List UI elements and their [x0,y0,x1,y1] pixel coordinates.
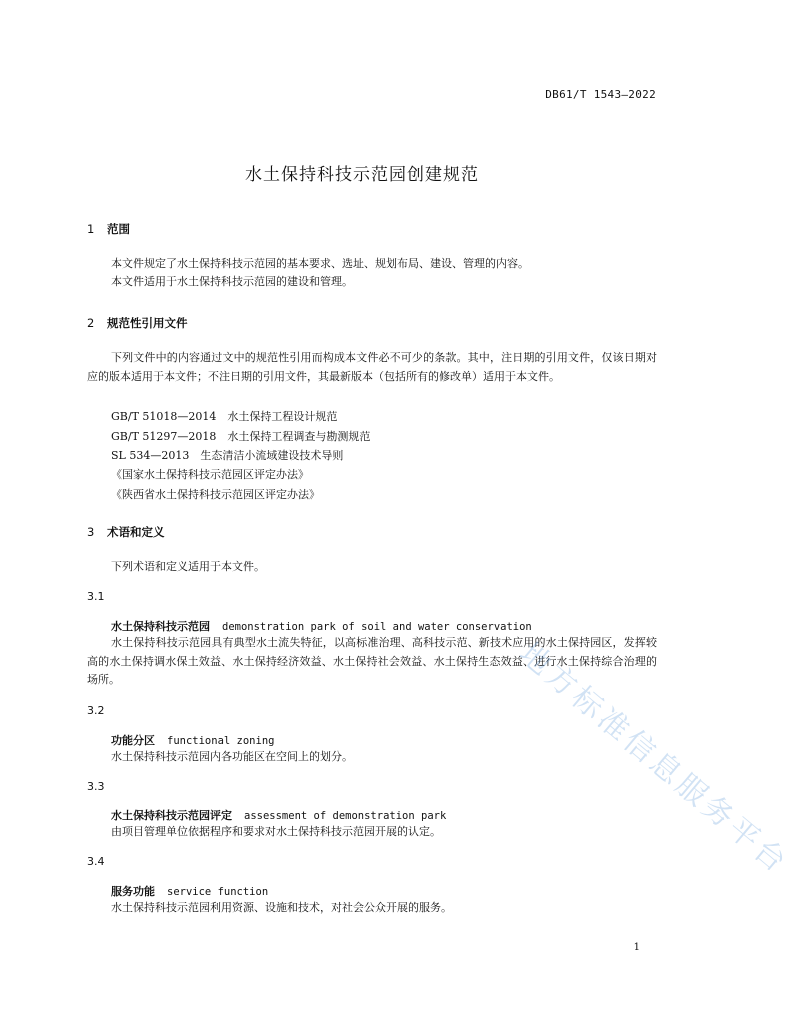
term-chinese: 功能分区 [111,734,155,747]
term-english: demonstration park of soil and water conservation [222,621,532,633]
section-title: 术语和定义 [107,525,165,539]
section-number: 3 [87,525,95,539]
watermark: 地方标准信息服务平台 [512,636,796,882]
section-heading-scope [87,221,130,237]
reference-item: GB/T 51018—2014 水土保持工程设计规范 [111,410,338,423]
page-number: 1 [633,942,640,953]
clause-number: 3.2 [87,704,105,717]
term-definition: 由项目管理单位依据程序和要求对水土保持科技示范园开展的认定。 [111,825,441,838]
term-chinese: 水土保持科技示范园 [111,620,210,633]
reference-item: 《国家水土保持科技示范园区评定办法》 [111,468,309,481]
scope-paragraph-1: 本文件规定了水土保持科技示范园的基本要求、选址、规划布局、建设、管理的内容。 [111,257,529,270]
clause-number: 3.3 [87,780,105,793]
term-heading [111,807,446,823]
term-english: functional zoning [167,735,275,747]
term-chinese: 水土保持科技示范园评定 [111,809,232,822]
term-heading [111,618,532,634]
references-intro: 下列文件中的内容通过文中的规范性引用而构成本文件必不可少的条款。其中，注日期的引用文件，仅该日期对应的版本适用于本文件；不注日期的引用文件，其最新版本（包括所有的修改单）适用于本文件。 [87,351,657,383]
term-definition: 水土保持科技示范园具有典型水土流失特征，以高标准治理、高科技示范、新技术应用的水土保持园区，发挥较高的水土保持调水保土效益、水土保持经济效益、水土保持社会效益、水土保持生态效益、进行水土保持综合治理的场所。 [87,636,657,686]
term-definition: 水土保持科技示范园内各功能区在空间上的划分。 [111,750,353,763]
section-heading-references [87,315,188,331]
section-heading-terms [87,524,165,540]
clause-number: 3.1 [87,590,105,603]
term-english: service function [167,886,269,898]
section-number: 2 [87,316,95,330]
term-heading [111,883,268,899]
term-chinese: 服务功能 [111,885,155,898]
section-number: 1 [87,222,95,236]
clause-number: 3.4 [87,855,105,868]
document-code: DB61/T 1543—2022 [545,88,656,101]
reference-item: SL 534—2013 生态清洁小流域建设技术导则 [111,449,344,462]
reference-item: 《陕西省水土保持科技示范园区评定办法》 [111,488,320,501]
reference-item: GB/T 51297—2018 水土保持工程调查与勘测规范 [111,430,371,443]
term-english: assessment of demonstration park [244,810,447,822]
section-title: 范围 [107,222,130,236]
section-title: 规范性引用文件 [107,316,188,330]
term-definition: 水土保持科技示范园利用资源、设施和技术，对社会公众开展的服务。 [111,901,452,914]
scope-paragraph-2: 本文件适用于水土保持科技示范园的建设和管理。 [111,275,353,288]
terms-intro: 下列术语和定义适用于本文件。 [111,560,265,573]
term-heading [111,732,274,748]
document-title: 水土保持科技示范园创建规范 [245,165,479,185]
